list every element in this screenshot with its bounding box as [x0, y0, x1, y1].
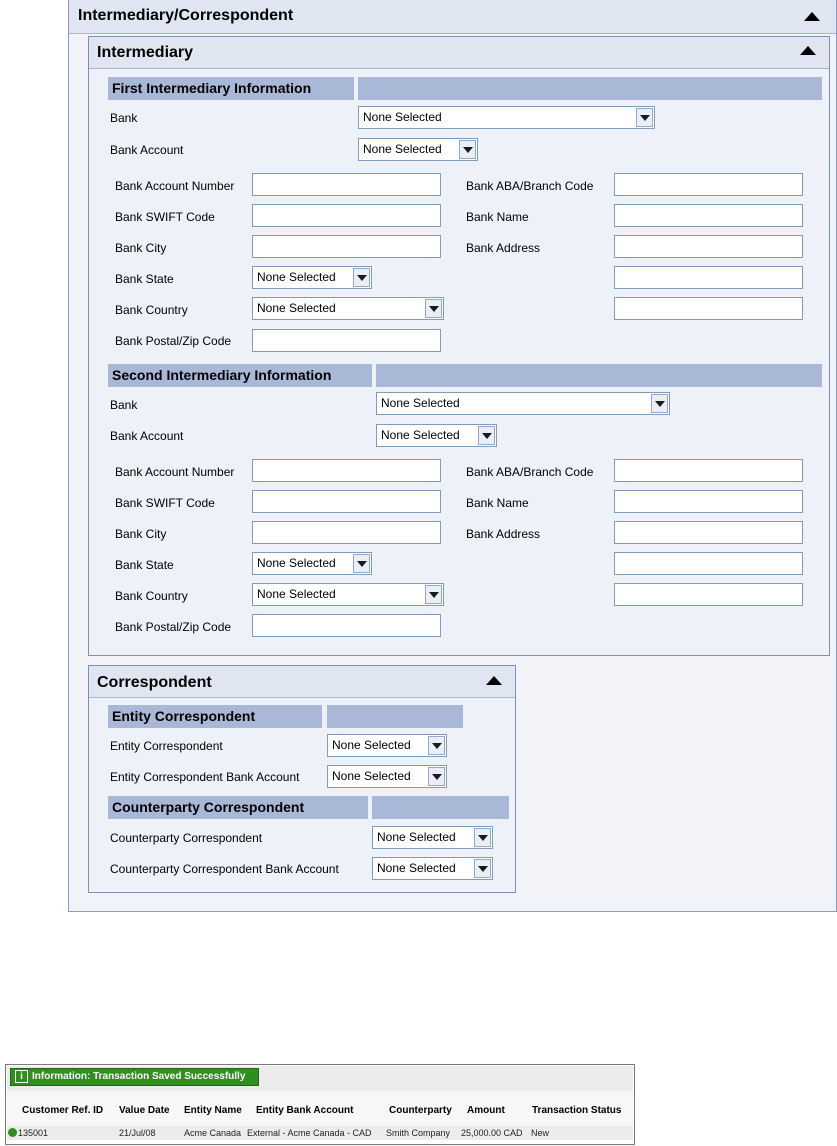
bank-account-number-label: Bank Account Number [115, 179, 235, 193]
section-title: Second Intermediary Information [112, 367, 332, 383]
bank-city-label: Bank City [115, 241, 167, 255]
section-header-fill [358, 77, 822, 100]
section-header [108, 77, 354, 100]
bank-country-select[interactable] [252, 297, 444, 320]
bank-postal-label: Bank Postal/Zip Code [115, 620, 232, 634]
bank-select[interactable] [358, 106, 655, 129]
bank-country-select-value: None Selected [257, 587, 336, 601]
bank-account-number-label: Bank Account Number [115, 465, 235, 479]
bank-address-input-1[interactable] [614, 235, 803, 258]
bank-state-select-value: None Selected [257, 556, 336, 570]
bank-name-input[interactable] [614, 490, 803, 513]
chevron-down-icon[interactable] [425, 299, 442, 318]
entity-correspondent-select-value: None Selected [332, 738, 411, 752]
cell-transaction-status: New [531, 1128, 550, 1138]
success-message: Information: Transaction Saved Successfully [32, 1071, 246, 1082]
panel-title: Intermediary/Correspondent [78, 7, 294, 24]
entity-correspondent-bank-select-value: None Selected [332, 769, 411, 783]
cell-counterparty: Smith Company [386, 1128, 451, 1138]
bank-country-select[interactable] [252, 583, 444, 606]
success-status-icon [8, 1128, 17, 1137]
bank-select-value: None Selected [363, 110, 442, 124]
bank-select-value: None Selected [381, 396, 460, 410]
chevron-down-icon[interactable] [474, 828, 491, 847]
counterparty-correspondent-label: Counterparty Correspondent [110, 831, 263, 845]
intermediary-header [89, 37, 829, 69]
bank-aba-input[interactable] [614, 173, 803, 196]
column-header-customer-ref: Customer Ref. ID [22, 1105, 104, 1116]
chevron-down-icon[interactable] [636, 108, 653, 127]
chevron-down-icon[interactable] [474, 859, 491, 878]
bank-address-label: Bank Address [466, 241, 541, 255]
bank-country-label: Bank Country [115, 589, 188, 603]
bank-account-label: Bank Account [110, 143, 184, 157]
section-title: Counterparty Correspondent [112, 799, 305, 815]
bank-postal-input[interactable] [252, 614, 441, 637]
section-header-fill [376, 364, 822, 387]
counterparty-correspondent-bank-select-value: None Selected [377, 861, 456, 875]
entity-correspondent-select[interactable] [327, 734, 447, 757]
bank-state-select[interactable] [252, 552, 372, 575]
info-icon: i [15, 1070, 28, 1083]
chevron-down-icon[interactable] [353, 268, 370, 287]
bank-swift-label: Bank SWIFT Code [115, 496, 215, 510]
section-header-fill [372, 796, 509, 819]
bank-account-select[interactable] [358, 138, 478, 161]
bank-address-input-2[interactable] [614, 266, 803, 289]
bank-name-label: Bank Name [466, 210, 529, 224]
chevron-down-icon[interactable] [425, 585, 442, 604]
intermediary-title: Intermediary [97, 44, 194, 61]
section-header [108, 796, 368, 819]
bank-address-input-2[interactable] [614, 552, 803, 575]
column-header-value-date: Value Date [119, 1105, 170, 1116]
bank-select[interactable] [376, 392, 670, 415]
bank-address-input-3[interactable] [614, 583, 803, 606]
bank-postal-label: Bank Postal/Zip Code [115, 334, 232, 348]
bank-city-input[interactable] [252, 235, 441, 258]
bank-account-select-value: None Selected [381, 428, 460, 442]
bank-address-label: Bank Address [466, 527, 541, 541]
chevron-down-icon[interactable] [428, 767, 445, 786]
collapse-up-icon[interactable] [804, 12, 820, 21]
collapse-up-icon[interactable] [800, 46, 816, 55]
section-header [108, 705, 322, 728]
column-header-transaction-status: Transaction Status [532, 1105, 622, 1116]
section-header-fill [327, 705, 463, 728]
bank-account-number-input[interactable] [252, 173, 441, 196]
chevron-down-icon[interactable] [459, 140, 476, 159]
bank-address-input-3[interactable] [614, 297, 803, 320]
chevron-down-icon[interactable] [651, 394, 668, 413]
bank-account-select-value: None Selected [363, 142, 442, 156]
bank-aba-label: Bank ABA/Branch Code [466, 179, 594, 193]
bank-account-number-input[interactable] [252, 459, 441, 482]
chevron-down-icon[interactable] [478, 426, 495, 445]
cell-entity-bank-account: External - Acme Canada - CAD [247, 1128, 372, 1138]
entity-correspondent-label: Entity Correspondent [110, 739, 223, 753]
bank-state-select[interactable] [252, 266, 372, 289]
bank-aba-label: Bank ABA/Branch Code [466, 465, 594, 479]
cell-customer-ref[interactable]: 135001 [18, 1128, 49, 1138]
counterparty-correspondent-bank-label: Counterparty Correspondent Bank Account [110, 862, 339, 876]
bank-city-label: Bank City [115, 527, 167, 541]
bank-city-input[interactable] [252, 521, 441, 544]
bank-swift-input[interactable] [252, 204, 441, 227]
collapse-up-icon[interactable] [486, 676, 502, 685]
counterparty-correspondent-select-value: None Selected [377, 830, 456, 844]
chevron-down-icon[interactable] [353, 554, 370, 573]
section-title: Entity Correspondent [112, 708, 256, 724]
counterparty-correspondent-bank-select[interactable] [372, 857, 493, 880]
bank-country-select-value: None Selected [257, 301, 336, 315]
column-header-entity-bank-account: Entity Bank Account [256, 1105, 354, 1116]
bank-postal-input[interactable] [252, 329, 441, 352]
bank-aba-input[interactable] [614, 459, 803, 482]
bank-address-input-1[interactable] [614, 521, 803, 544]
bank-swift-input[interactable] [252, 490, 441, 513]
entity-correspondent-bank-label: Entity Correspondent Bank Account [110, 770, 300, 784]
bank-account-label: Bank Account [110, 429, 184, 443]
cell-amount: 25,000.00 CAD [461, 1128, 523, 1138]
bank-swift-label: Bank SWIFT Code [115, 210, 215, 224]
chevron-down-icon[interactable] [428, 736, 445, 755]
bank-account-select[interactable] [376, 424, 497, 447]
cell-value-date: 21/Jul/08 [119, 1128, 156, 1138]
correspondent-title: Correspondent [97, 674, 212, 691]
cell-entity-name: Acme Canada [184, 1128, 242, 1138]
column-header-entity-name: Entity Name [184, 1105, 242, 1116]
bank-name-input[interactable] [614, 204, 803, 227]
counterparty-correspondent-select[interactable] [372, 826, 493, 849]
entity-correspondent-bank-select[interactable] [327, 765, 447, 788]
bank-state-label: Bank State [115, 558, 174, 572]
bank-state-select-value: None Selected [257, 270, 336, 284]
bank-country-label: Bank Country [115, 303, 188, 317]
section-title: First Intermediary Information [112, 80, 312, 96]
bank-name-label: Bank Name [466, 496, 529, 510]
bank-state-label: Bank State [115, 272, 174, 286]
column-header-amount: Amount [467, 1105, 505, 1116]
column-header-counterparty: Counterparty [389, 1105, 452, 1116]
bank-label: Bank [110, 111, 138, 125]
bank-label: Bank [110, 398, 138, 412]
section-header [108, 364, 372, 387]
